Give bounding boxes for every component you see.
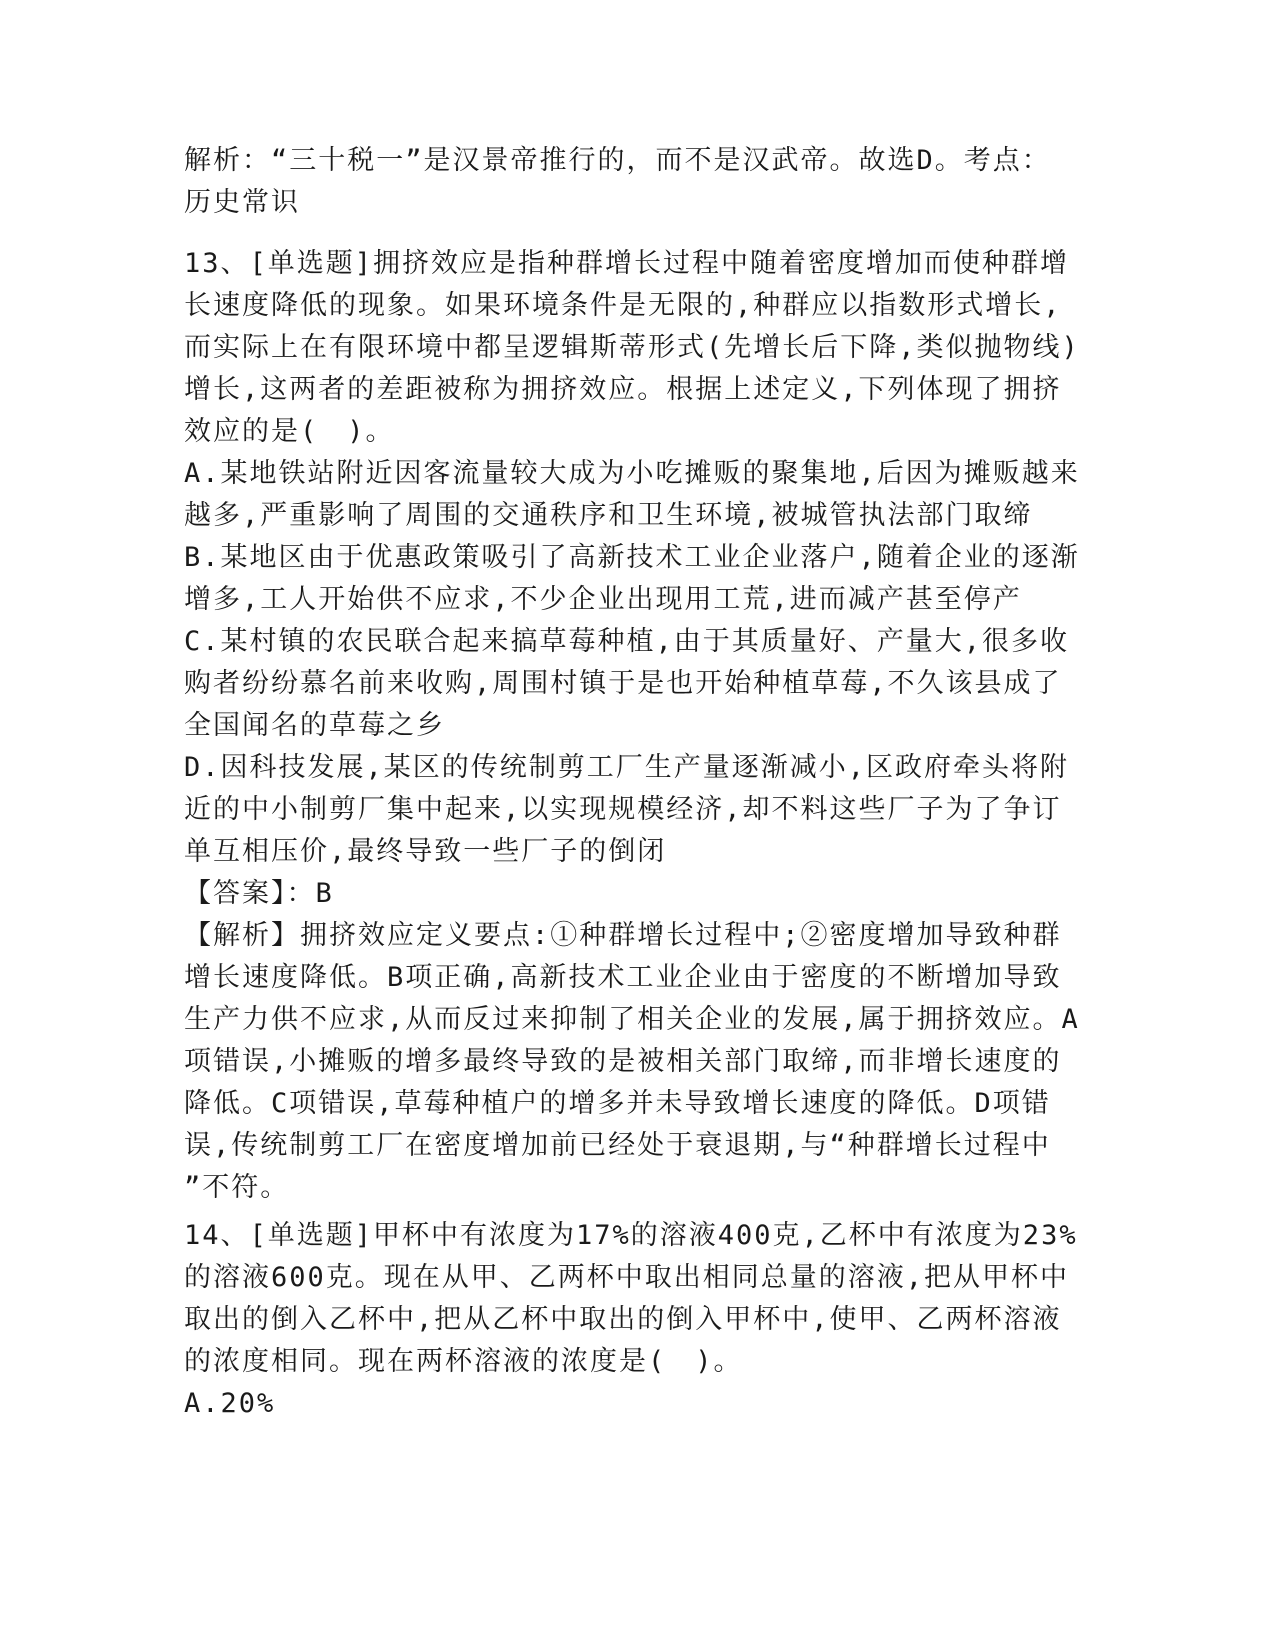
q13-explanation-line: 增长速度降低。B项正确,高新技术工业企业由于密度的不断增加导致	[184, 962, 1062, 993]
q13-option-c: 全国闻名的草莓之乡	[184, 710, 445, 741]
q13-option-d: D.因科技发展,某区的传统制剪工厂生产量逐渐减小,区政府牵头将附	[184, 752, 1070, 783]
question-14	[184, 1215, 1084, 1425]
q13-stem-line: 增长,这两者的差距被称为拥挤效应。根据上述定义,下列体现了拥挤	[184, 374, 1062, 405]
q14-stem-line: 14、[单选题]甲杯中有浓度为17%的溶液400克,乙杯中有浓度为23%	[184, 1220, 1078, 1251]
q14-stem-line: 的浓度相同。现在两杯溶液的浓度是( )。	[184, 1346, 743, 1377]
q13-explanation-line: ”不符。	[184, 1172, 290, 1203]
q13-stem-line: 长速度降低的现象。如果环境条件是无限的,种群应以指数形式增长,	[184, 290, 1062, 321]
q13-option-a: A.某地铁站附近因客流量较大成为小吃摊贩的聚集地,后因为摊贩越来	[184, 458, 1080, 489]
q12-explanation-line: 历史常识	[184, 187, 300, 218]
q13-option-b: B.某地区由于优惠政策吸引了高新技术工业企业落户,随着企业的逐渐	[184, 542, 1080, 573]
q13-stem-line: 13、[单选题]拥挤效应是指种群增长过程中随着密度增加而使种群增	[184, 248, 1070, 279]
q13-option-d: 单互相压价,最终导致一些厂子的倒闭	[184, 836, 667, 867]
q12-explanation-line: 解析：“三十税一”是汉景帝推行的，而不是汉武帝。故选D。考点：	[184, 145, 1051, 176]
q13-answer: 【答案】：B	[184, 878, 334, 909]
q13-option-c: C.某村镇的农民联合起来搞草莓种植,由于其质量好、产量大,很多收	[184, 626, 1070, 657]
q12-explanation	[184, 140, 1084, 224]
q13-option-c: 购者纷纷慕名前来收购,周围村镇于是也开始种植草莓,不久该县成了	[184, 668, 1062, 699]
q13-explanation-line: 项错误,小摊贩的增多最终导致的是被相关部门取缔,而非增长速度的	[184, 1046, 1062, 1077]
q13-explanation-line: 误,传统制剪工厂在密度增加前已经处于衰退期,与“种群增长过程中	[184, 1130, 1051, 1161]
q13-explanation-line: 生产力供不应求,从而反过来抑制了相关企业的发展,属于拥挤效应。A	[184, 1004, 1080, 1035]
q13-stem-line: 而实际上在有限环境中都呈逻辑斯蒂形式(先增长后下降,类似抛物线)	[184, 332, 1080, 363]
q14-stem-line: 的溶液600克。现在从甲、乙两杯中取出相同总量的溶液,把从甲杯中	[184, 1262, 1070, 1293]
q13-option-d: 近的中小制剪厂集中起来,以实现规模经济,却不料这些厂子为了争订	[184, 794, 1062, 825]
q13-explanation-line: 降低。C项错误,草莓种植户的增多并未导致增长速度的降低。D项错	[184, 1088, 1051, 1119]
q13-option-a: 越多,严重影响了周围的交通秩序和卫生环境,被城管执法部门取缔	[184, 500, 1033, 531]
question-13	[184, 243, 1084, 1209]
q13-explanation-line: 【解析】拥挤效应定义要点:①种群增长过程中;②密度增加导致种群	[184, 920, 1062, 951]
q13-stem-line: 效应的是( )。	[184, 416, 395, 447]
q13-option-b: 增多,工人开始供不应求,不少企业出现用工荒,进而减产甚至停产	[184, 584, 1022, 615]
q14-option-a: A.20%	[184, 1388, 276, 1419]
q14-stem-line: 取出的倒入乙杯中,把从乙杯中取出的倒入甲杯中,使甲、乙两杯溶液	[184, 1304, 1062, 1335]
